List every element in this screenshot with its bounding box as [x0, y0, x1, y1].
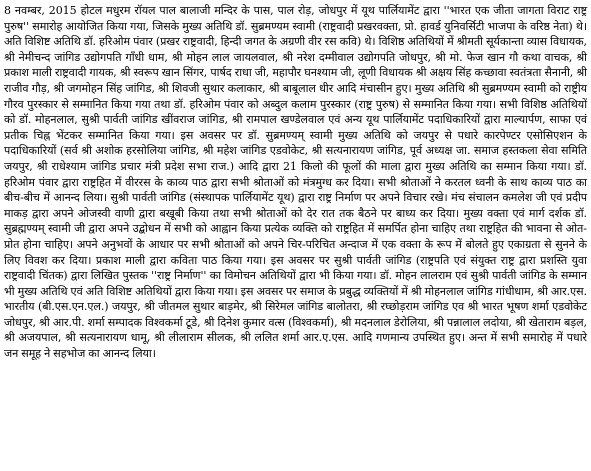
article-paragraph-1: 8 नवम्बर, 2015 होटल मधुरम रॉयल पाल बालाजी मन्दिर के पास, पाल रोड़, जोधपुर में यूथ पार्लियामेंट द्वारा ''भारत एक जीता जागता विराट राष्ट्र पुरुष'' समारोह आयोजित किया गया, जिसके मुख्य अतिथि डॉ. सुब्रमण्यम स्वामी (राष्ट्रवादी प्रखरवक्ता, प्रो. हावर्ड युनिवर्सिटी भाजपा के वरिष्ठ नेता) थे। अति विशिष्ट अतिथि डॉ. हरिओम पंवार (प्रखर राष्ट्रवादी, हिन्दी जगत के अग्रणी वीर रस कवि) थे। विशिष्ठ अतिथियों में श्रीमती सूर्यकान्ता व्यास विधायक, श्री नेमीचन्द जांगिड उद्योगपति गाँधी धाम, श्री मोहन लाल जायलवाल, श्री नरेश दम्मीवाल उद्योगपति जोधपुर, श्री मो. फेज खान गौ कथा वाचक, श्री प्रकाश माली राष्ट्रवादी गायक, श्री स्वरूप खान सिंगर, पार्षद राधा जी, महापौर घनश्याम जी, लूणी विधायक श्री अक्षय सिंह कच्छावा स्वतंत्रता सैनानी, श्री राजीव गौड़, श्री जगमोहन सिंह जांगिड, श्री शिवजी सुथार कलाकार, श्री बाबूलाल धीर आदि मंचासीन हुए। मुख्य अतिथि श्री सुब्रमण्यम स्वामी को राष्ट्रीय गौरव पुरस्कार से सम्मानित किया गया तथा डॉ. हरिओम पंवार को अब्दुल कलाम पुरस्कार (राष्ट्र पुरुष) से सम्मानित किया गया। सभी विशिष्ठ अतिथियों को डॉ. मोहनलाल, सुश्री पार्वती जांगिड खींवराज जांगिड, श्री रामपाल खण्डेलवाल एवं अन्य यूथ पार्लियामेंट पदाधिकारियों द्वारा माल्यार्पण, साफा एवं प्रतीक चिह्न भेंटकर सम्मानित किया गया। इस अवसर पर डॉ. सुब्रमण्यम् स्वामी मुख्य अतिथि को जयपुर से पधारे कारपेण्टर एसोसिएशन के पदाधिकारियों (सर्व श्री अशोक हरसोलिया जांगिड, श्री महेश जांगिड एडवोकेट, श्री सत्यनारायण जांगिड, पूर्व अध्यक्ष जा. समाज हस्तकला सेवा समिति जयपुर, श्री राधेश्याम जांगिड प्रचार मंत्री प्रदेश सभा राज.) आदि द्वारा 21 किलो की फूलों की माला द्वारा मुख्य अतिथि का सम्मान किया गया।: [4, 4, 587, 173]
article-paragraph-2: डॉ. हरिओम पंवार द्वारा राष्ट्रहित में वीररस के काव्य पाठ द्वारा सभी श्रोताओं को मंत्रमुग्ध कर दिया। सभी श्रोताओं ने करतल ध्वनी के साथ काव्य पाठ का बीच-बीच में आनन्द लिया। सुश्री पार्वती जांगिड (संस्थापक पार्लियामेंट यूथ) द्वारा राष्ट्र निर्माण पर अपने विचार रखे। मंच संचालन कमलेश जी एवं प्रदीप माकड़ द्वारा अपने ओजस्वी वाणी द्वारा बखूबी किया तथा सभी श्रोताओं को देर रात तक बैठने पर बाध्य कर दिया। मुख्य वक्ता एवं मार्ग दर्शक डॉ. सुब्रह्मण्यम् स्वामी जी द्वारा अपने उद्बोधन में सभी को आह्वान किया प्रत्येक व्यक्ति को राष्ट्रहित में समर्पित होना चाहिए तथा राष्ट्रहित की भावना से ओत-प्रोत होना चाहिए। अपने अनुभवों के आधार पर सभी श्रोताओं को अपने चिर-परिचित अन्दाज में एक वक्ता के रूप में बोलते हुए एकाग्रता से सुनने के लिए विवश कर दिया। प्रकाश माली द्वारा कविता पाठ किया गया। इस अवसर पर सुश्री पार्वती जांगिड (राष्ट्रपति एवं संयुक्त राष्ट्र द्वारा प्रशस्ति युवा राष्ट्रवादी चिंतक) द्वारा लिखित पुस्तक ''राष्ट्र निर्माण'' का विमोचन अतिथियों द्वारा भी किया गया। डॉ. मोहन लालराम एवं सुश्री पार्वती जांगिड के सम्मान भी मुख्य अतिथि एवं अति विशिष्ट अतिथियों द्वारा किया गया। इस अवसर पर समाज के प्रबुद्ध व्यक्तियों में श्री मोहनलाल जांगिड गांधीधाम, श्री आर.एस. भारतीय (बी.एस.एन.एल.) जयपुर, श्री जीतमल सुथार बाड़मेर, श्री सिरेमल जांगिड बालोतरा, श्री रघ्छोड़राम जांगिड एव श्री भारत भूषण शर्मा एडवोकेट जोधपुर, श्री आर.पी. शर्मा सम्पादक विश्वकर्मा टूडे, श्री दिनेश कुमार वत्स (विश्वकर्मा), श्री मदनलाल डेरोलिया, श्री पन्नालाल लदोया, श्री खेताराम बड़ल, श्री अजयपाल, श्री सत्यनारायण धामू, श्री लीलाराम सीलक, श्री ललित शर्मा आर.ए.एस. आदि गणमान्य उपस्थित हुए। अन्त में सभी समारोह में पधारे जन समूह ने सहभोज का आनन्द लिया।: [4, 159, 587, 361]
article-text: [4, 3, 587, 362]
